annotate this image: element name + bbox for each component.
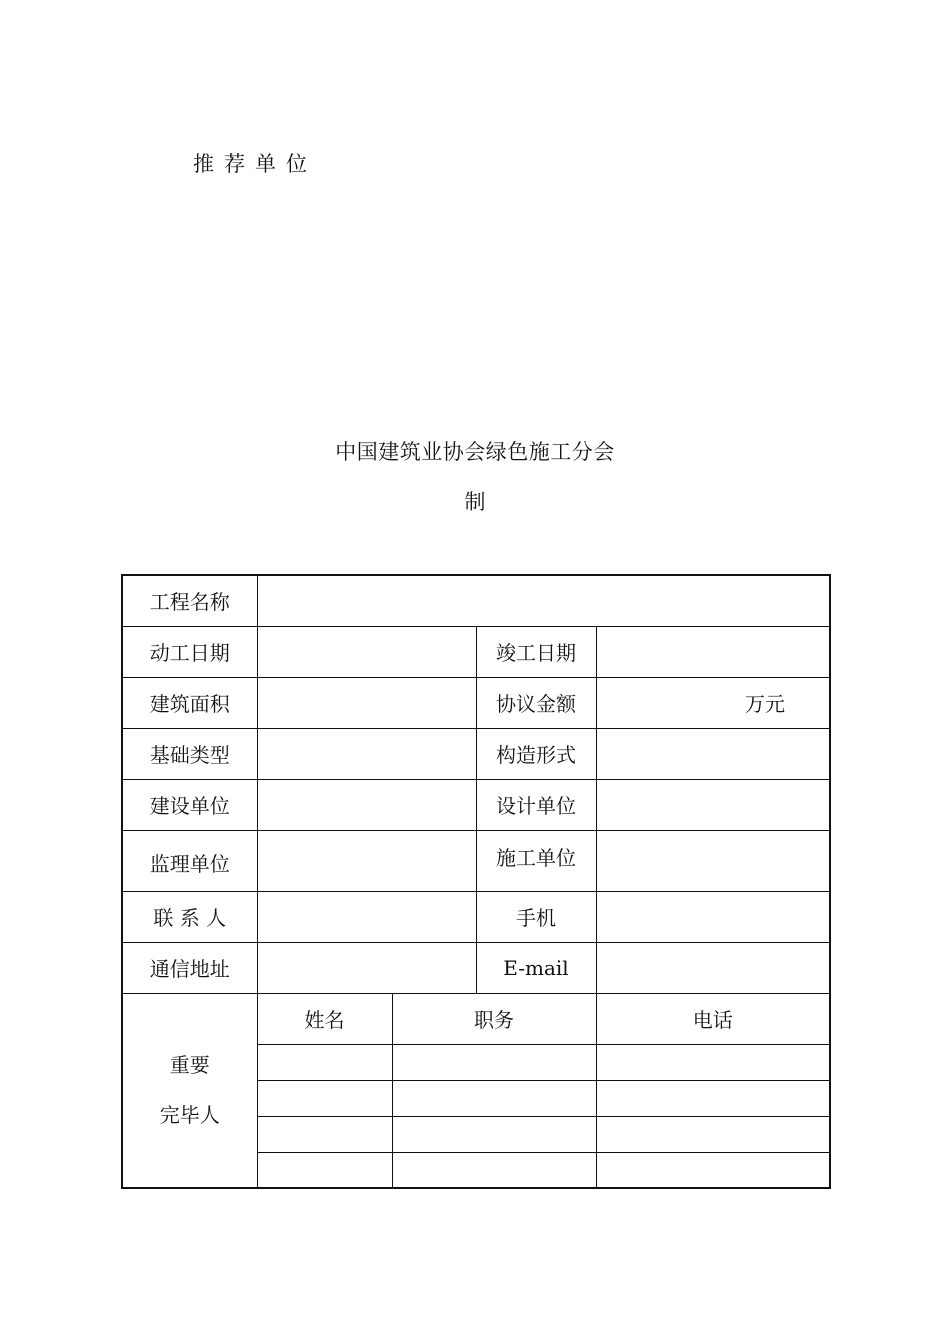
- contract-amount-field[interactable]: [596, 677, 830, 728]
- start-date-field[interactable]: [257, 626, 476, 677]
- organization-name: 中国建筑业协会绿色施工分会: [335, 440, 615, 464]
- key-contacts-label-line1: 重要: [169, 1053, 210, 1078]
- design-unit-label: 设计单位: [476, 779, 596, 830]
- contacts-header-row: [122, 993, 830, 1044]
- contact-name-cell[interactable]: [257, 1152, 392, 1188]
- recommend-unit-label: 推荐单位: [193, 152, 317, 176]
- contacts-column-phone: 电话: [596, 993, 830, 1044]
- address-field[interactable]: [257, 942, 476, 993]
- contact-phone-cell[interactable]: [596, 1152, 830, 1188]
- contact-person-label: 联 系 人: [122, 891, 257, 942]
- form-row-construction-design: [122, 779, 830, 830]
- contacts-column-name: 姓名: [257, 993, 392, 1044]
- contract-amount-label: 协议金额: [476, 677, 596, 728]
- building-area-label: 建筑面积: [122, 677, 257, 728]
- project-name-label: 工程名称: [122, 575, 257, 626]
- form-row-contact-mobile: [122, 891, 830, 942]
- contact-phone-cell[interactable]: [596, 1080, 830, 1116]
- mobile-field[interactable]: [596, 891, 830, 942]
- start-date-label: 动工日期: [122, 626, 257, 677]
- completion-date-field[interactable]: [596, 626, 830, 677]
- contact-phone-cell[interactable]: [596, 1044, 830, 1080]
- contacts-column-title: 职务: [392, 993, 596, 1044]
- contact-name-cell[interactable]: [257, 1044, 392, 1080]
- form-row-foundation-structure: [122, 728, 830, 779]
- contact-title-cell[interactable]: [392, 1044, 596, 1080]
- contact-name-cell[interactable]: [257, 1116, 392, 1152]
- key-contacts-label-line2: 完毕人: [159, 1103, 220, 1128]
- building-area-field[interactable]: [257, 677, 476, 728]
- address-label: 通信地址: [122, 942, 257, 993]
- supervision-unit-field[interactable]: [257, 830, 476, 891]
- contact-name-cell[interactable]: [257, 1080, 392, 1116]
- amount-unit: 万元: [745, 692, 785, 716]
- completion-date-label: 竣工日期: [476, 626, 596, 677]
- structure-form-label: 构造形式: [476, 728, 596, 779]
- foundation-type-field[interactable]: [257, 728, 476, 779]
- construction-unit-label: 建设单位: [122, 779, 257, 830]
- email-field[interactable]: [596, 942, 830, 993]
- form-row-dates: [122, 626, 830, 677]
- email-label: E-mail: [476, 942, 596, 993]
- form-row-project-name: [122, 575, 830, 626]
- contact-phone-cell[interactable]: [596, 1116, 830, 1152]
- project-info-form: [121, 574, 831, 1189]
- contact-person-field[interactable]: [257, 891, 476, 942]
- foundation-type-label: 基础类型: [122, 728, 257, 779]
- key-contacts-label: [122, 993, 257, 1188]
- builder-unit-label: 施工单位: [476, 830, 596, 891]
- contact-title-cell[interactable]: [392, 1116, 596, 1152]
- structure-form-field[interactable]: [596, 728, 830, 779]
- construction-unit-field[interactable]: [257, 779, 476, 830]
- builder-unit-field[interactable]: [596, 830, 830, 891]
- mobile-label: 手机: [476, 891, 596, 942]
- contact-title-cell[interactable]: [392, 1152, 596, 1188]
- form-row-supervision-builder: [122, 830, 830, 891]
- made-by-label: 制: [464, 490, 486, 514]
- contact-title-cell[interactable]: [392, 1080, 596, 1116]
- form-row-address-email: [122, 942, 830, 993]
- design-unit-field[interactable]: [596, 779, 830, 830]
- supervision-unit-label: 监理单位: [122, 830, 257, 891]
- form-row-area-amount: [122, 677, 830, 728]
- project-name-field[interactable]: [257, 575, 830, 626]
